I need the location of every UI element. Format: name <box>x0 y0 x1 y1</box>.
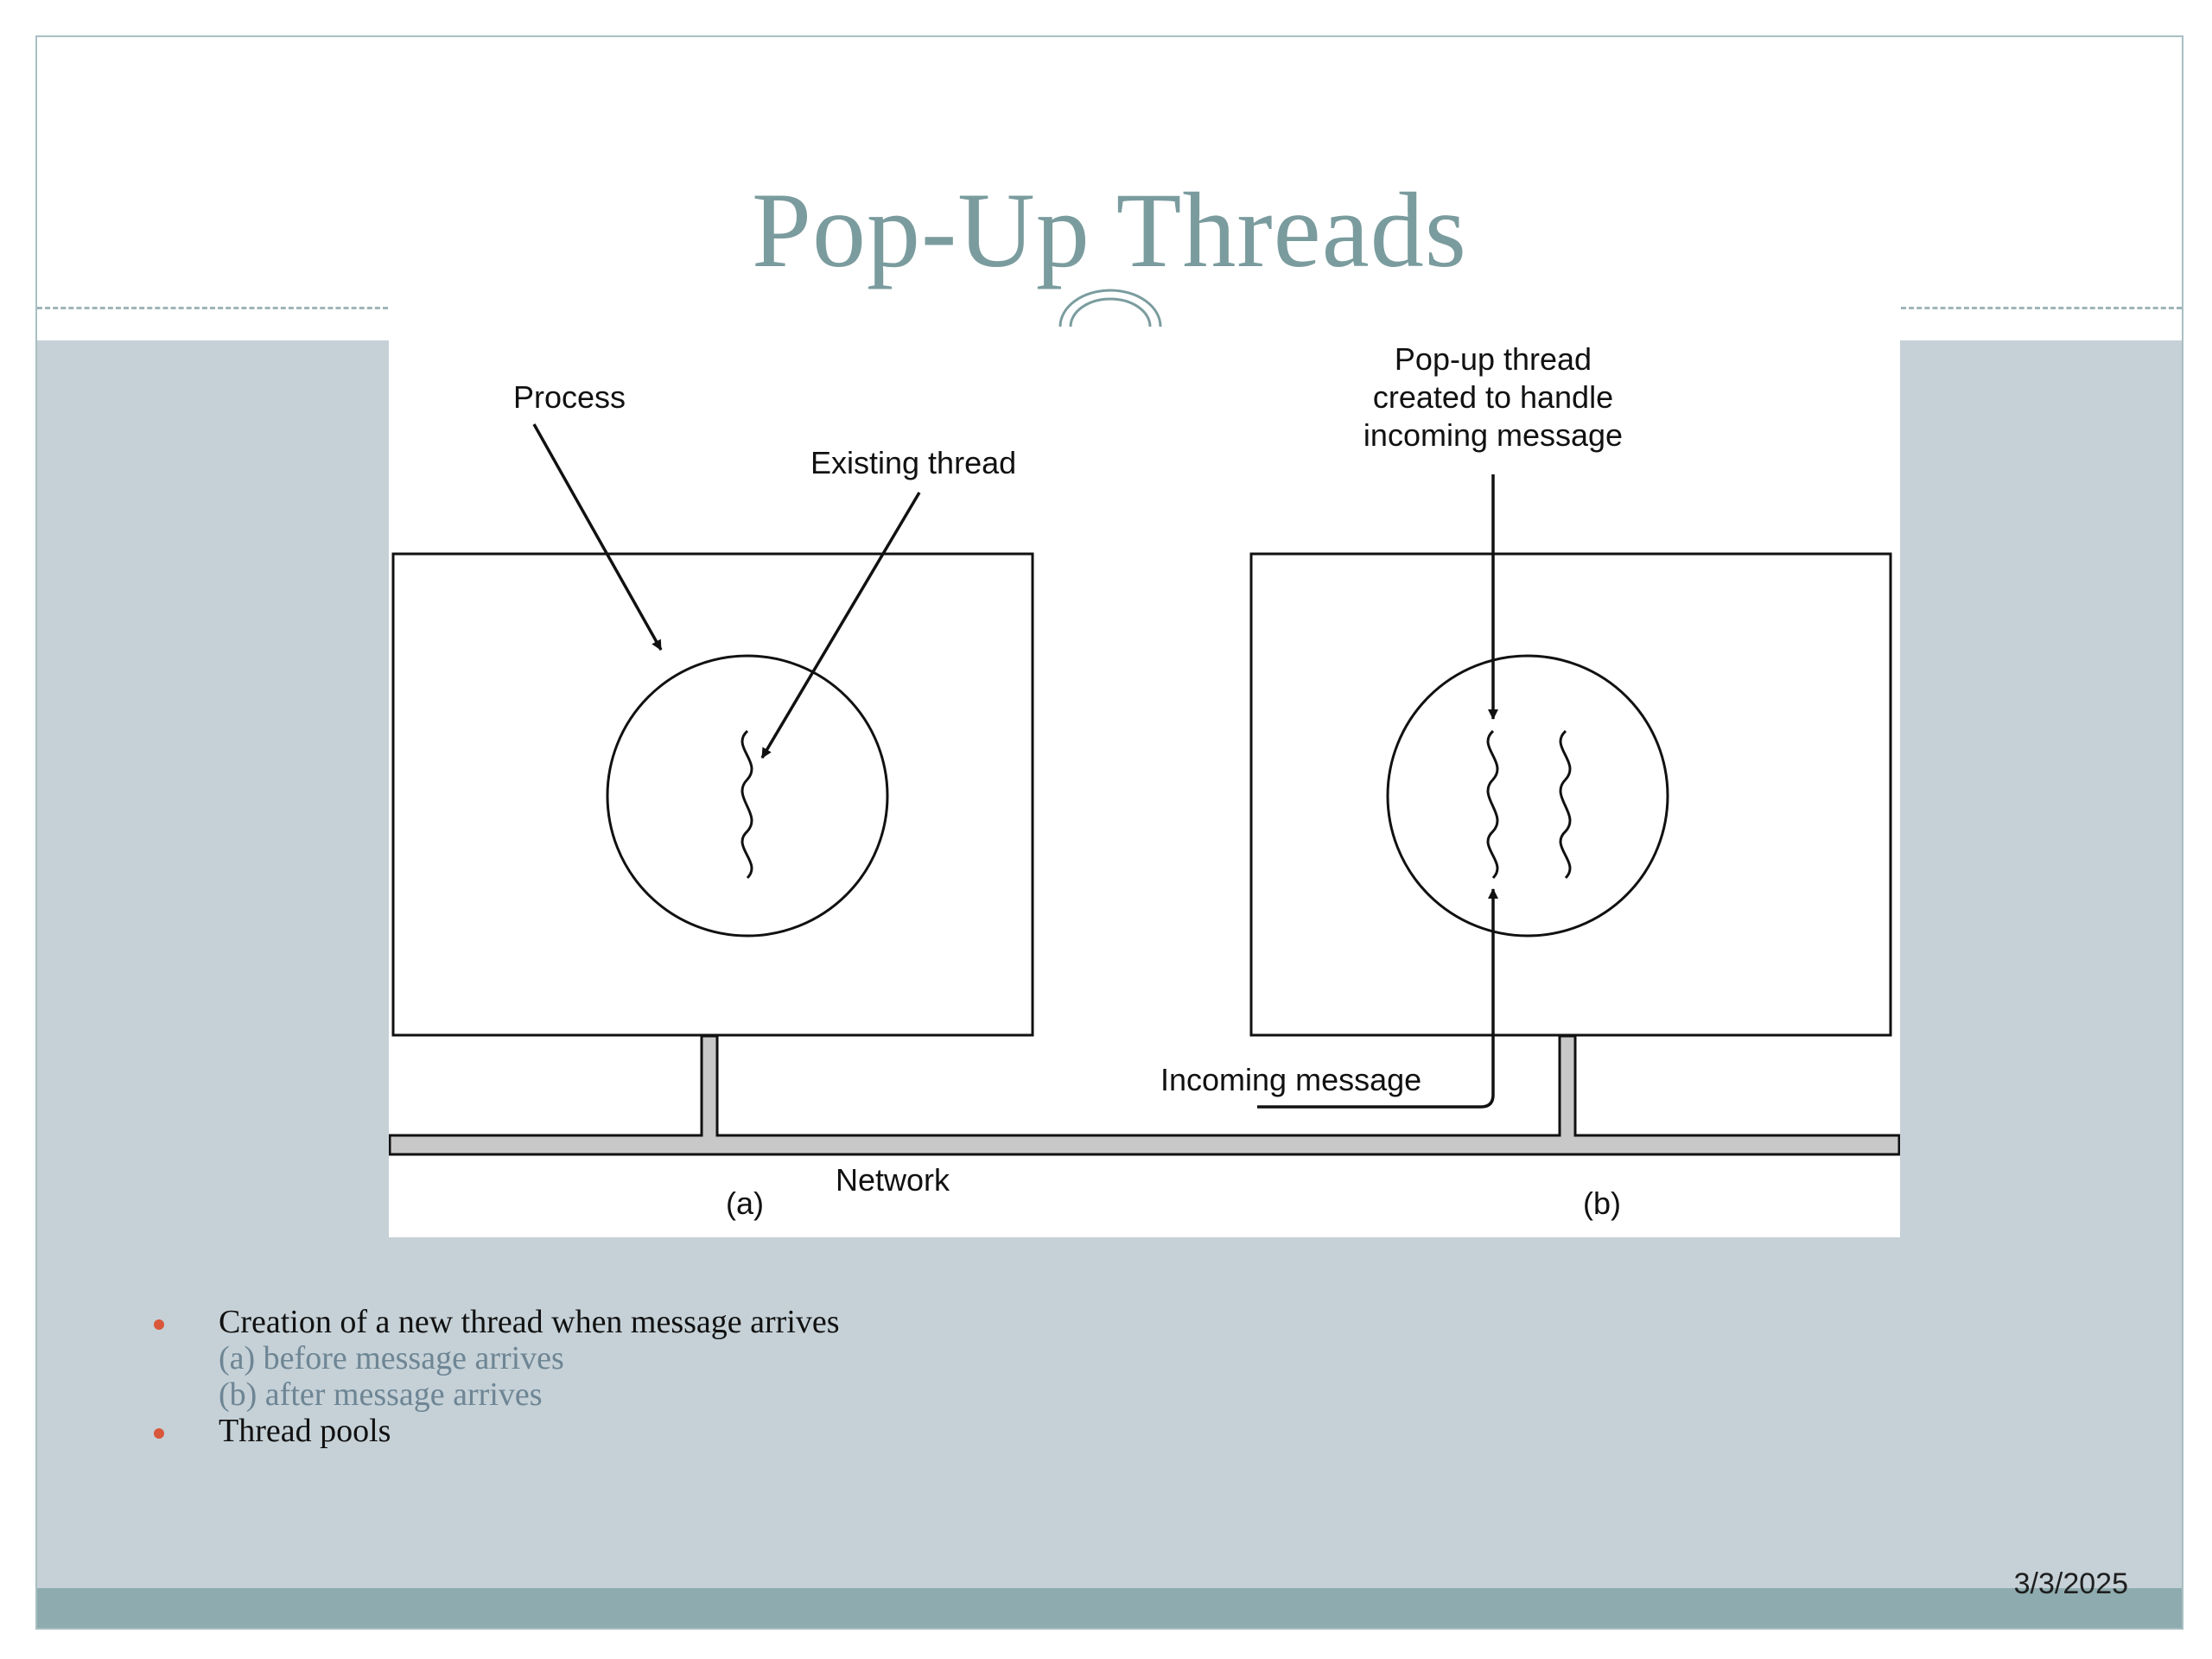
machine-box-a <box>393 554 1033 1035</box>
machine-box-b <box>1251 554 1891 1035</box>
title-area <box>37 37 2182 340</box>
sub-bullet-item: (b) after message arrives <box>219 1376 543 1413</box>
slide-title: Pop-Up Threads <box>752 171 1467 289</box>
sub-bullet-item: (a) before message arrives <box>219 1340 564 1376</box>
popup-thread-label-line-3: incoming message <box>1363 417 1624 453</box>
bullet-marker <box>154 1319 164 1330</box>
footer-bar <box>37 1588 2182 1630</box>
figure-drawing <box>389 340 1900 1237</box>
arch-ornament-icon <box>1057 283 1164 327</box>
process-label: Process <box>513 379 626 415</box>
caption-a: (a) <box>726 1185 764 1221</box>
title-divider-left <box>37 307 388 309</box>
popup-threads-figure <box>389 340 1900 1237</box>
footer-date: 3/3/2025 <box>2013 1567 2128 1600</box>
popup-thread-label-line-1: Pop-up thread <box>1394 341 1592 377</box>
existing-thread-label: Existing thread <box>810 445 1017 480</box>
bullet-item: Creation of a new thread when message arrives <box>219 1304 840 1340</box>
bullet-marker <box>154 1428 164 1439</box>
bullet-item: Thread pools <box>219 1413 391 1449</box>
caption-b: (b) <box>1583 1185 1621 1221</box>
popup-thread-label-line-2: created to handle <box>1372 379 1614 415</box>
popup-thread-label <box>1303 340 1683 454</box>
incoming-message-label: Incoming message <box>1160 1062 1422 1097</box>
network-bus <box>390 1036 1899 1154</box>
network-label: Network <box>836 1162 950 1198</box>
title-divider-right <box>1901 307 2182 309</box>
slide <box>35 35 2183 1630</box>
